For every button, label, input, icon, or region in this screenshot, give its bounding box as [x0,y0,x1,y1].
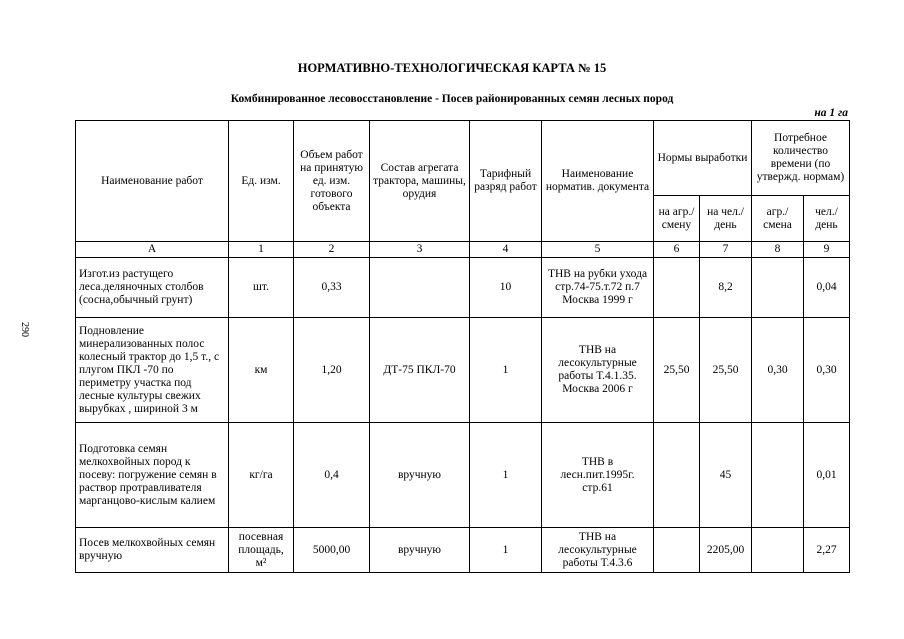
header-time-agr: агр./ смена [752,196,804,242]
cell-norm-person: 8,2 [700,258,752,318]
cell-name: Подготовка семян мелкохвойных пород к посеву: погружение семян в раствор протравливателя марганцово-кислым калием [76,423,229,528]
cell-time-agr [752,423,804,528]
index-cell: 2 [294,242,370,258]
cell-norm-person: 45 [700,423,752,528]
index-cell: 4 [470,242,542,258]
cell-time-person: 0,01 [804,423,850,528]
header-volume: Объем работ на принятую ед. изм. готового объекта [294,121,370,242]
cell-grade: 1 [470,528,542,573]
index-cell: 5 [542,242,654,258]
cell-grade: 10 [470,258,542,318]
table-row [76,318,850,423]
cell-volume: 5000,00 [294,528,370,573]
header-name: Наименование работ [76,121,229,242]
index-cell: 7 [700,242,752,258]
index-cell: 9 [804,242,850,258]
table-row [76,423,850,528]
header-norms: Нормы выработки [654,121,752,196]
index-cell: 6 [654,242,700,258]
index-row [76,242,850,258]
cell-doc: ТНВ на лесокультурные работы Т.4.3.6 [542,528,654,573]
cell-volume: 0,33 [294,258,370,318]
header-doc: Наименование норматив. документа [542,121,654,242]
cell-time-agr: 0,30 [752,318,804,423]
index-cell: 3 [370,242,470,258]
header-time: Потребное количество времени (по утвержд. нормам) [752,121,850,196]
cell-time-agr [752,258,804,318]
index-cell: 1 [229,242,294,258]
cell-doc: ТНВ на лесокультурные работы Т.4.1.35. Москва 2006 г [542,318,654,423]
cell-aggregate [370,258,470,318]
cell-doc: ТНВ в лесн.пит.1995г. стр.61 [542,423,654,528]
cell-volume: 0,4 [294,423,370,528]
cell-norm-agr [654,528,700,573]
cell-name: Посев мелкохвойных семян вручную [76,528,229,573]
cell-norm-agr [654,423,700,528]
header-grade: Тарифный разряд работ [470,121,542,242]
header-row-1 [76,121,850,196]
header-time-person: чел./ день [804,196,850,242]
cell-time-person: 2,27 [804,528,850,573]
cell-doc: ТНВ на рубки ухода стр.74-75.т.72 п.7 Москва 1999 г [542,258,654,318]
cell-unit: км [229,318,294,423]
cell-norm-agr [654,258,700,318]
cell-norm-person: 2205,00 [700,528,752,573]
cell-volume: 1,20 [294,318,370,423]
table-row [76,258,850,318]
cell-unit: кг/га [229,423,294,528]
page-title: НОРМАТИВНО-ТЕХНОЛОГИЧЕСКАЯ КАРТА № 15 [297,61,607,75]
index-cell: А [76,242,229,258]
header-norms-agr: на агр./ смену [654,196,700,242]
cell-grade: 1 [470,423,542,528]
cell-time-person: 0,30 [804,318,850,423]
cell-norm-person: 25,50 [700,318,752,423]
index-cell: 8 [752,242,804,258]
cell-grade: 1 [470,318,542,423]
cell-aggregate: ДТ-75 ПКЛ-70 [370,318,470,423]
cell-name: Изгот.из растущего леса.деляночных столбов (сосна,обычный грунт) [76,258,229,318]
cell-unit: шт. [229,258,294,318]
table-row [76,528,850,573]
header-aggregate: Состав агрегата трактора, машины, орудия [370,121,470,242]
cell-aggregate: вручную [370,423,470,528]
unit-note: на 1 га [814,107,848,119]
cell-unit: посевная площадь, м² [229,528,294,573]
cell-name: Подновление минерализованных полос колесный трактор до 1,5 т., с плугом ПКЛ -70 по периметру участка под лесные культуры свежих вырубках , шириной 3 м [76,318,229,423]
cell-aggregate: вручную [370,528,470,573]
norms-table [75,120,850,573]
cell-norm-agr: 25,50 [654,318,700,423]
header-unit: Ед. изм. [229,121,294,242]
cell-time-person: 0,04 [804,258,850,318]
page-number: 290 [19,322,30,337]
page-subtitle: Комбинированное лесовосстановление - Посев районированных семян лесных пород [230,93,674,105]
header-norms-person: на чел./ день [700,196,752,242]
cell-time-agr [752,528,804,573]
